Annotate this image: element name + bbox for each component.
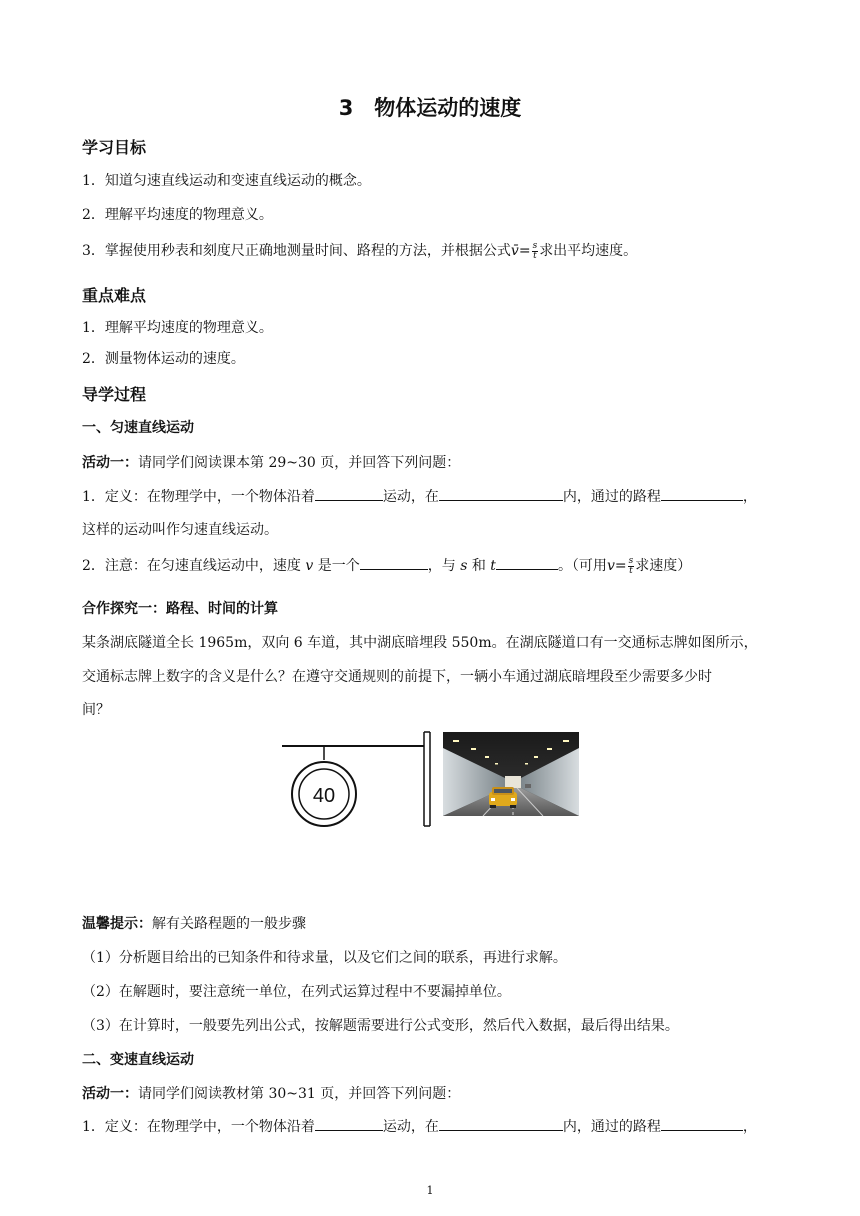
activity-2-label: 活动一： (82, 1086, 138, 1102)
v-bar-symbol: v̄ (510, 243, 519, 259)
answer-blank[interactable] (315, 1116, 383, 1131)
v-symbol: v (305, 558, 314, 574)
activity-2-text: 请同学们阅读教材第 30~31 页，并回答下列问题： (138, 1086, 461, 1102)
answer-blank[interactable] (496, 555, 558, 570)
note-text-c: ，与 (427, 558, 456, 574)
tip-item-3: （3）在计算时，一般要先列出公式，按解题需要进行公式变形，然后代入数据，最后得出结果。 (82, 1018, 679, 1034)
activity-1-label: 活动一： (82, 455, 138, 471)
section-heading-goals: 学习目标 (82, 138, 147, 157)
note-text-b: 是一个 (317, 558, 360, 574)
section-heading-key: 重点难点 (82, 286, 147, 305)
goal-item-3 (82, 240, 637, 261)
definition-2-line (82, 1116, 757, 1136)
definition-2-text-c: 内，通过的路程 (562, 1119, 661, 1135)
part-2-heading: 二、变速直线运动 (82, 1052, 194, 1068)
yellow-car (489, 787, 517, 808)
tip-item-1: （1）分析题目给出的已知条件和待求量，以及它们之间的联系，再进行求解。 (82, 950, 567, 966)
tip-label: 温馨提示： (82, 916, 152, 932)
definition-2-text-d: ， (742, 1119, 757, 1135)
problem-line-3: 间？ (82, 702, 110, 718)
answer-blank[interactable] (439, 486, 563, 501)
page-number: 1 (426, 1184, 434, 1197)
activity-1-text: 请同学们阅读课本第 29~30 页，并回答下列问题： (138, 455, 461, 471)
definition-1-text-c: 内，通过的路程 (562, 489, 661, 505)
problem-line-1: 某条湖底隧道全长 1965m，双向 6 车道，其中湖底暗埋段 550m。在湖底隧道口有一交通标志牌如图所示， (82, 635, 758, 651)
answer-blank[interactable] (439, 1116, 563, 1131)
answer-blank[interactable] (315, 486, 383, 501)
goal-item-2: 2．理解平均速度的物理意义。 (82, 207, 273, 223)
goal-item-1: 1．知道匀速直线运动和变速直线运动的概念。 (82, 173, 371, 189)
definition-2-text-b: 运动，在 (382, 1119, 439, 1135)
fraction-denominator: t (629, 565, 633, 576)
tip-item-2: （2）在解题时，要注意统一单位，在列式运算过程中不要漏掉单位。 (82, 984, 511, 1000)
tunnel-photo (443, 732, 579, 816)
activity-2 (82, 1083, 460, 1103)
definition-1-text-b: 运动，在 (382, 489, 439, 505)
equals-sign: = (518, 243, 531, 259)
answer-blank[interactable] (661, 486, 743, 501)
note-equals: = (614, 558, 627, 574)
cooperation-heading: 合作探究一：路程、时间的计算 (82, 601, 278, 617)
fraction-numerator: s (628, 555, 634, 566)
goal-3-text-b: 求出平均速度。 (539, 243, 638, 259)
fraction-numerator: s (532, 240, 538, 251)
page-title: 3 物体运动的速度 (338, 96, 522, 120)
note-text-e: 求速度） (635, 558, 692, 574)
answer-blank[interactable] (360, 555, 428, 570)
note-text-d: 。（可用 (557, 558, 607, 574)
fraction-denominator: t (533, 250, 537, 261)
definition-1-line-2: 这样的运动叫作匀速直线运动。 (82, 522, 278, 538)
v-symbol-2: v (606, 558, 615, 574)
definition-1-line (82, 486, 757, 506)
key-item-1: 1．理解平均速度的物理意义。 (82, 320, 273, 336)
tip-line (82, 913, 306, 933)
note-and: 和 (471, 558, 486, 574)
traffic-sign-figure (282, 730, 434, 830)
s-symbol: s (460, 558, 468, 574)
key-item-2: 2．测量物体运动的速度。 (82, 351, 245, 367)
definition-2-text-a: 1．定义：在物理学中，一个物体沿着 (82, 1119, 315, 1135)
s-over-t-fraction-2 (628, 557, 635, 576)
tip-text: 解有关路程题的一般步骤 (152, 916, 306, 932)
note-text-a: 2．注意：在匀速直线运动中，速度 (82, 558, 301, 574)
answer-blank[interactable] (661, 1116, 743, 1131)
part-1-heading: 一、匀速直线运动 (82, 420, 194, 436)
t-symbol: t (490, 558, 496, 574)
goal-3-text-a: 3．掌握使用秒表和刻度尺正确地测量时间、路程的方法，并根据公式 (82, 243, 511, 259)
s-over-t-fraction (532, 242, 539, 261)
definition-1-text-a: 1．定义：在物理学中，一个物体沿着 (82, 489, 315, 505)
problem-line-2: 交通标志牌上数字的含义是什么？在遵守交通规则的前提下，一辆小车通过湖底暗埋段至少需要多少时 (82, 669, 712, 685)
section-heading-guide: 导学过程 (82, 385, 147, 404)
definition-1-text-d: ， (742, 489, 757, 505)
activity-1 (82, 452, 460, 472)
note-line (82, 555, 691, 576)
speed-limit-value: 40 (312, 785, 336, 807)
